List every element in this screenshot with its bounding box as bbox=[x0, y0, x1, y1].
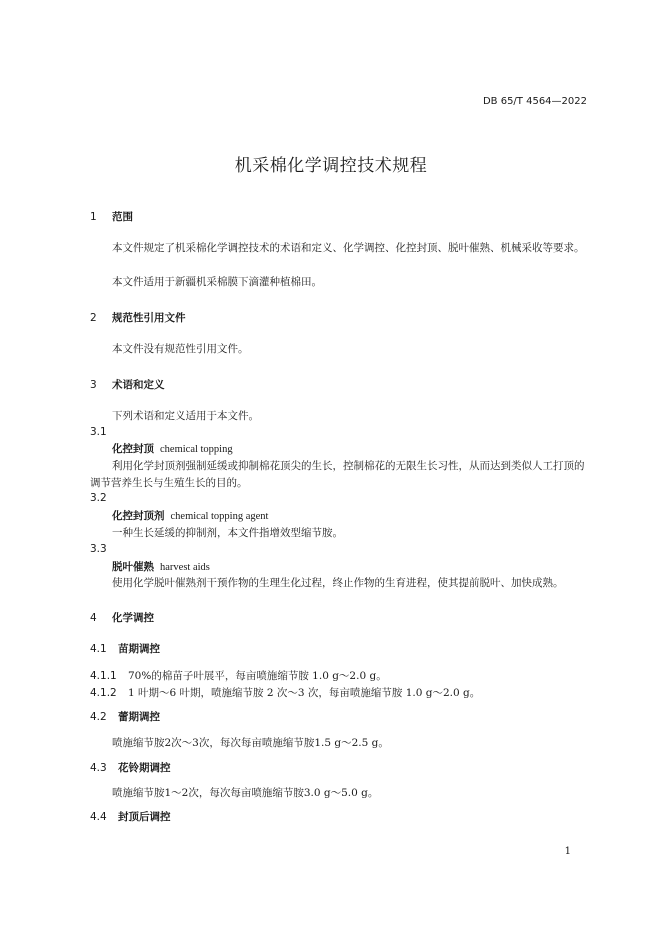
clause bbox=[90, 668, 387, 685]
subsection-4-2-heading bbox=[90, 709, 160, 724]
section-title: 范围 bbox=[112, 211, 133, 223]
subsection-title: 花铃期调控 bbox=[118, 762, 171, 774]
subsection-title: 蕾期调控 bbox=[118, 711, 160, 723]
subsection-4-1-heading bbox=[90, 641, 160, 656]
section-title: 化学调控 bbox=[112, 612, 154, 624]
section-title: 规范性引用文件 bbox=[112, 312, 186, 324]
subsection-number: 4.4 bbox=[90, 811, 107, 823]
clause-text: 1 叶期～6 叶期，喷施缩节胺 2 次～3 次，每亩喷施缩节胺 1.0 g～2.0 g。 bbox=[128, 687, 481, 699]
document-title: 机采棉化学调控技术规程 bbox=[234, 156, 428, 176]
term-number: 3.1 bbox=[90, 426, 107, 438]
subsection-4-3-heading bbox=[90, 760, 171, 775]
term-chinese: 化控封顶剂 bbox=[112, 510, 165, 522]
term-title bbox=[112, 559, 210, 576]
subsection-title: 封顶后调控 bbox=[118, 811, 171, 823]
term-english: chemical topping bbox=[160, 444, 233, 455]
subsection-title: 苗期调控 bbox=[118, 643, 160, 655]
page-number: 1 bbox=[564, 846, 571, 857]
paragraph: 本文件适用于新疆机采棉膜下滴灌种植棉田。 bbox=[112, 276, 322, 288]
section-title: 术语和定义 bbox=[112, 379, 165, 391]
paragraph: 喷施缩节胺1～2次，每次每亩喷施缩节胺3.0 g～5.0 g。 bbox=[112, 787, 379, 799]
term-title bbox=[112, 508, 268, 525]
section-number: 1 bbox=[90, 211, 97, 223]
clause-number: 4.1.1 bbox=[90, 670, 117, 682]
subsection-number: 4.1 bbox=[90, 643, 107, 655]
term-english: harvest aids bbox=[160, 562, 210, 573]
clause-text: 70%的棉苗子叶展平，每亩喷施缩节胺 1.0 g～2.0 g。 bbox=[128, 670, 387, 682]
document-code: DB 65/T 4564—2022 bbox=[482, 96, 587, 107]
clause bbox=[90, 685, 480, 702]
subsection-number: 4.2 bbox=[90, 711, 107, 723]
section-number: 2 bbox=[90, 312, 97, 324]
term-definition: 一种生长延缓的抑制剂，本文件指增效型缩节胺。 bbox=[112, 527, 343, 539]
term-definition: 使用化学脱叶催熟剂干预作物的生理生化过程，终止作物的生育进程，使其提前脱叶、加快成熟。 bbox=[112, 577, 564, 589]
section-4-heading bbox=[90, 610, 154, 625]
term-chinese: 化控封顶 bbox=[112, 443, 154, 455]
paragraph: 喷施缩节胺2次～3次，每次每亩喷施缩节胺1.5 g～2.5 g。 bbox=[112, 737, 389, 749]
term-definition: 利用化学封顶剂强制延缓或抑制棉花顶尖的生长，控制棉花的无限生长习性，从而达到类似人工打顶的调节营养生长与生殖生长的目的。 bbox=[90, 460, 585, 489]
term-number: 3.3 bbox=[90, 543, 107, 555]
term-english: chemical topping agent bbox=[170, 511, 269, 522]
paragraph: 本文件规定了机采棉化学调控技术的术语和定义、化学调控、化控封顶、脱叶催熟、机械采收等要求。 bbox=[112, 242, 585, 254]
term-number: 3.2 bbox=[90, 492, 107, 504]
clause-number: 4.1.2 bbox=[90, 687, 117, 699]
section-number: 4 bbox=[90, 612, 97, 624]
section-1-heading bbox=[90, 209, 133, 224]
paragraph: 下列术语和定义适用于本文件。 bbox=[112, 410, 259, 422]
subsection-4-4-heading bbox=[90, 809, 171, 824]
term-chinese: 脱叶催熟 bbox=[112, 561, 154, 573]
paragraph: 本文件没有规范性引用文件。 bbox=[112, 343, 249, 355]
section-number: 3 bbox=[90, 379, 97, 391]
section-2-heading bbox=[90, 310, 186, 325]
section-3-heading bbox=[90, 377, 165, 392]
term-title bbox=[112, 441, 233, 458]
subsection-number: 4.3 bbox=[90, 762, 107, 774]
